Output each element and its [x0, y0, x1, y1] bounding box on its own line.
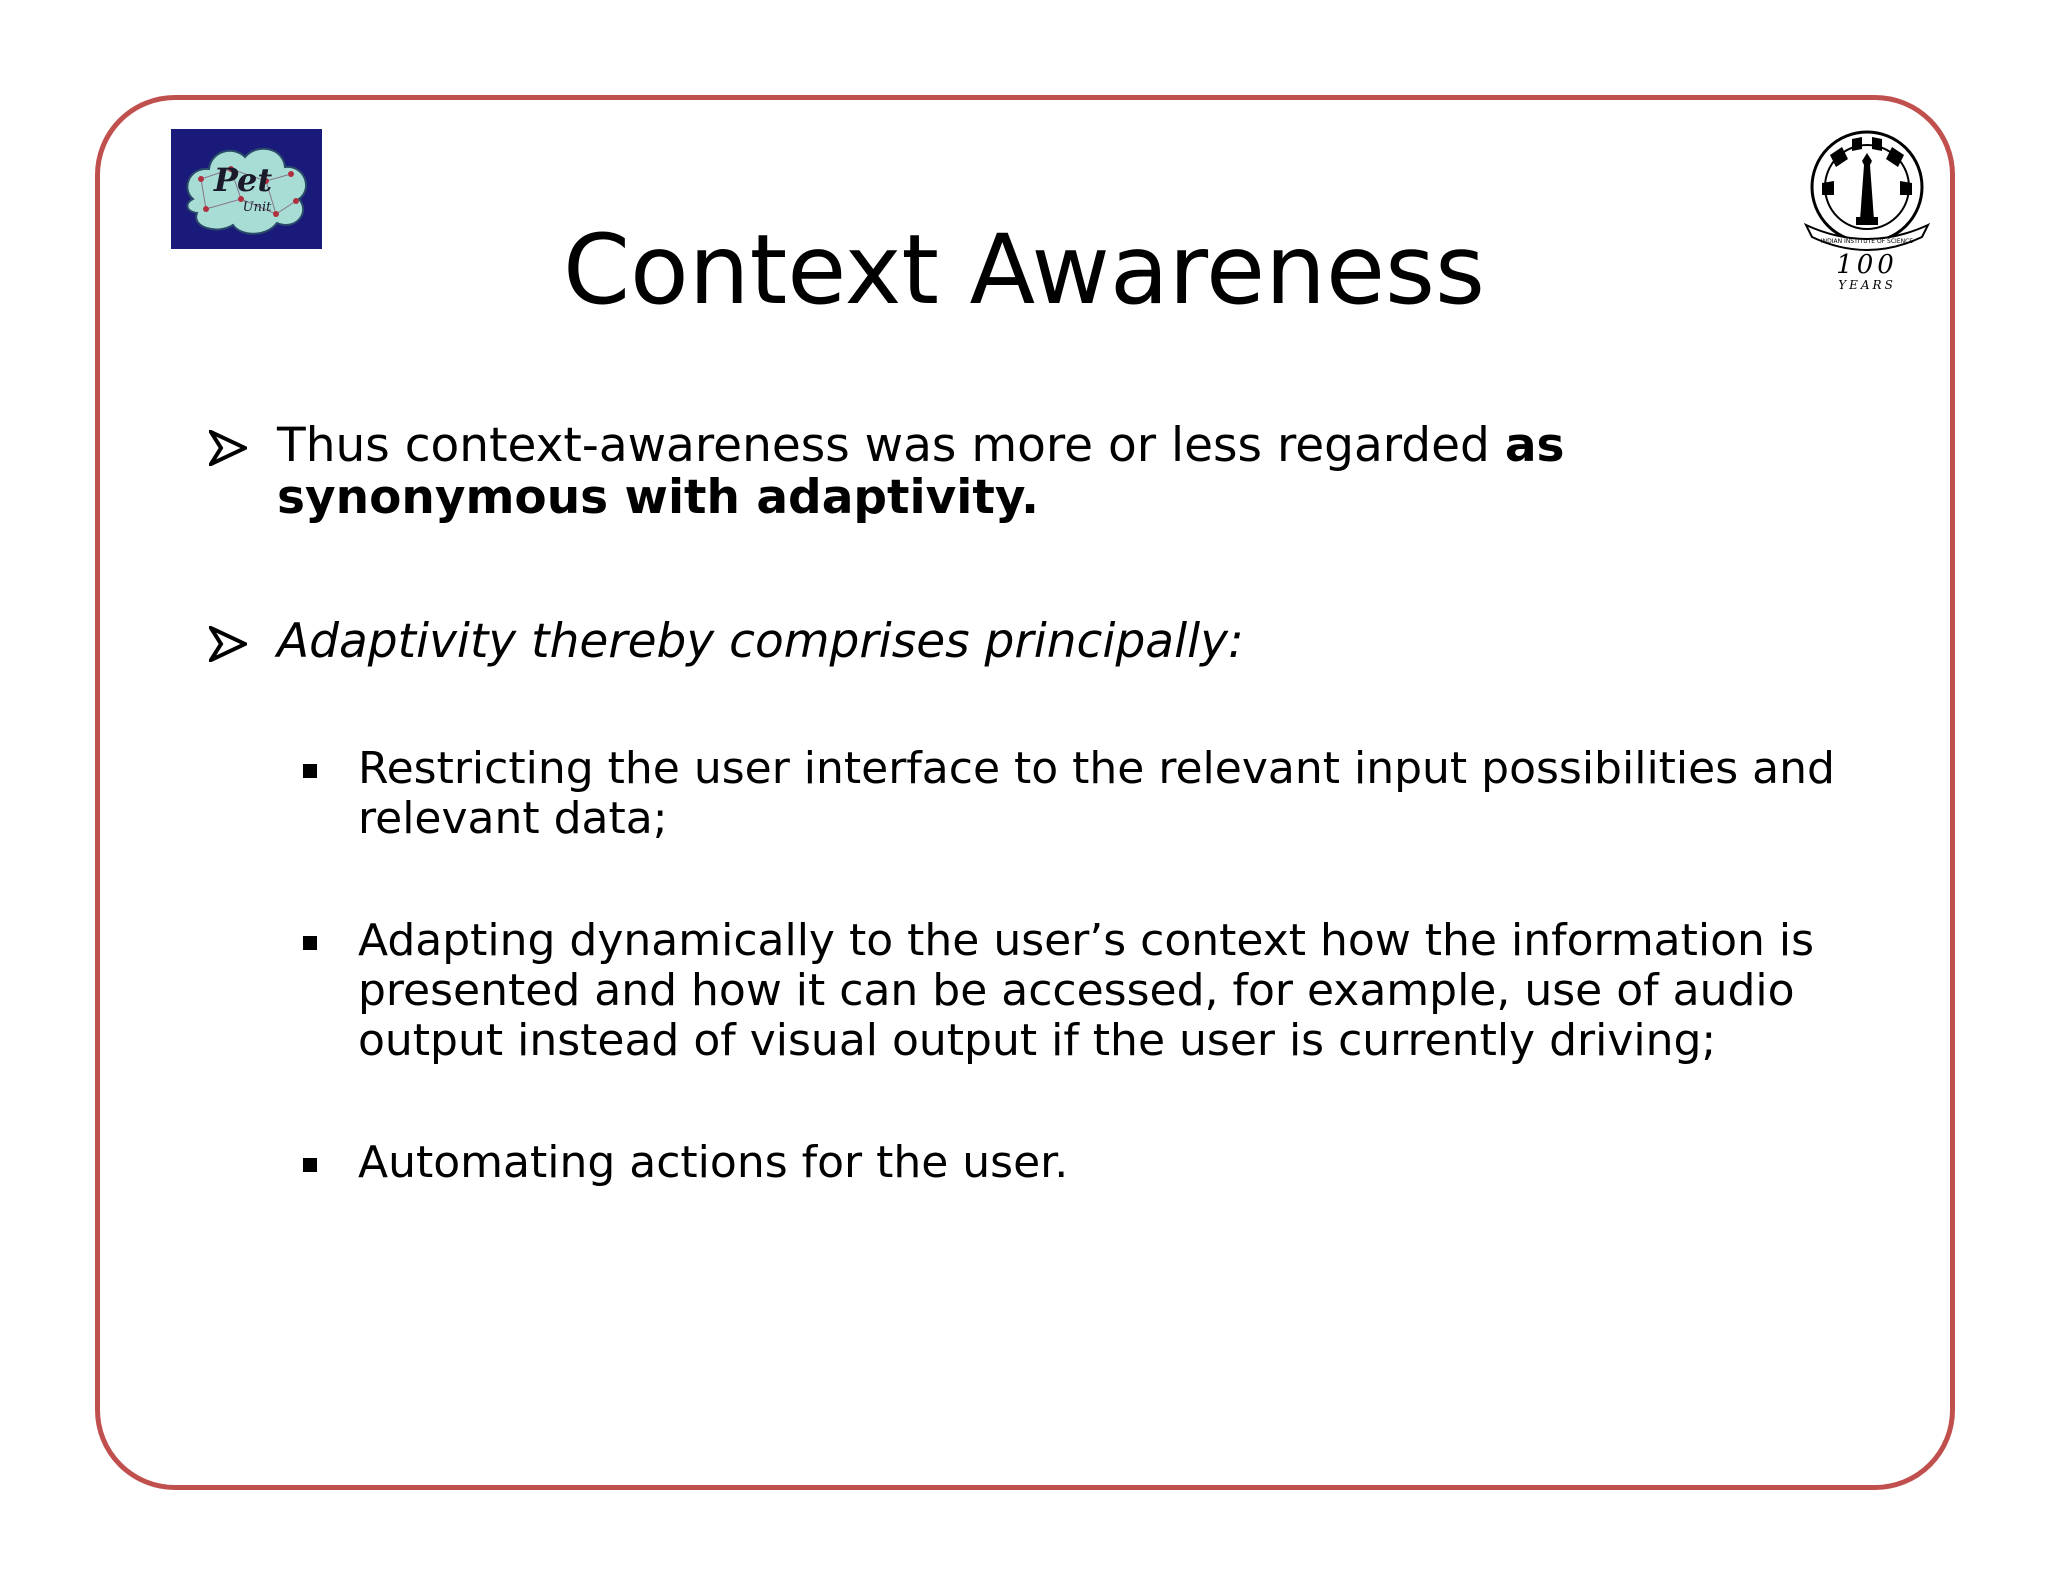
arrow-bullet-icon — [209, 430, 247, 466]
sub-bullet-text: Adapting dynamically to the user’s context how the information is presented and how it can be accessed, for example, use of audio output instead of visual output if the user is currently driving; — [358, 915, 1815, 1066]
square-bullet-icon — [303, 1158, 317, 1172]
square-bullet-icon — [303, 936, 317, 950]
sub-bullet-adapting-dynamically — [205, 916, 1845, 1066]
bullet-adaptivity-comprises — [205, 616, 1845, 668]
sub-bullet-list — [205, 744, 1845, 1188]
iisc-logo-years-label: YEARS — [1838, 278, 1896, 292]
iisc-logo-years-number: 100 — [1836, 250, 1898, 280]
bullet-adaptivity-synonym — [205, 420, 1845, 524]
sub-bullet-automating-actions — [205, 1138, 1845, 1188]
bullet-text-bold: as synonymous with adaptivity. — [277, 418, 1565, 525]
bullet-text: Adaptivity thereby comprises principally: — [277, 614, 1244, 669]
sub-bullet-restricting-ui — [205, 744, 1845, 844]
arrow-bullet-icon — [209, 626, 247, 662]
bullet-text — [277, 418, 1565, 525]
sub-bullet-text: Automating actions for the user. — [358, 1137, 1069, 1188]
slide-title: Context Awareness — [562, 214, 1486, 326]
slide-content — [205, 420, 1845, 1260]
bullet-text-regular: Thus context-awareness was more or less regarded — [277, 418, 1505, 473]
sub-bullet-text: Restricting the user interface to the relevant input possibilities and relevant data; — [358, 743, 1835, 844]
iisc-logo-ribbon-text: INDIAN INSTITUTE OF SCIENCE — [1820, 238, 1914, 245]
square-bullet-icon — [303, 764, 317, 778]
pet-logo-text: Pet — [213, 161, 273, 199]
pet-logo-subtext: Unit — [242, 200, 272, 215]
